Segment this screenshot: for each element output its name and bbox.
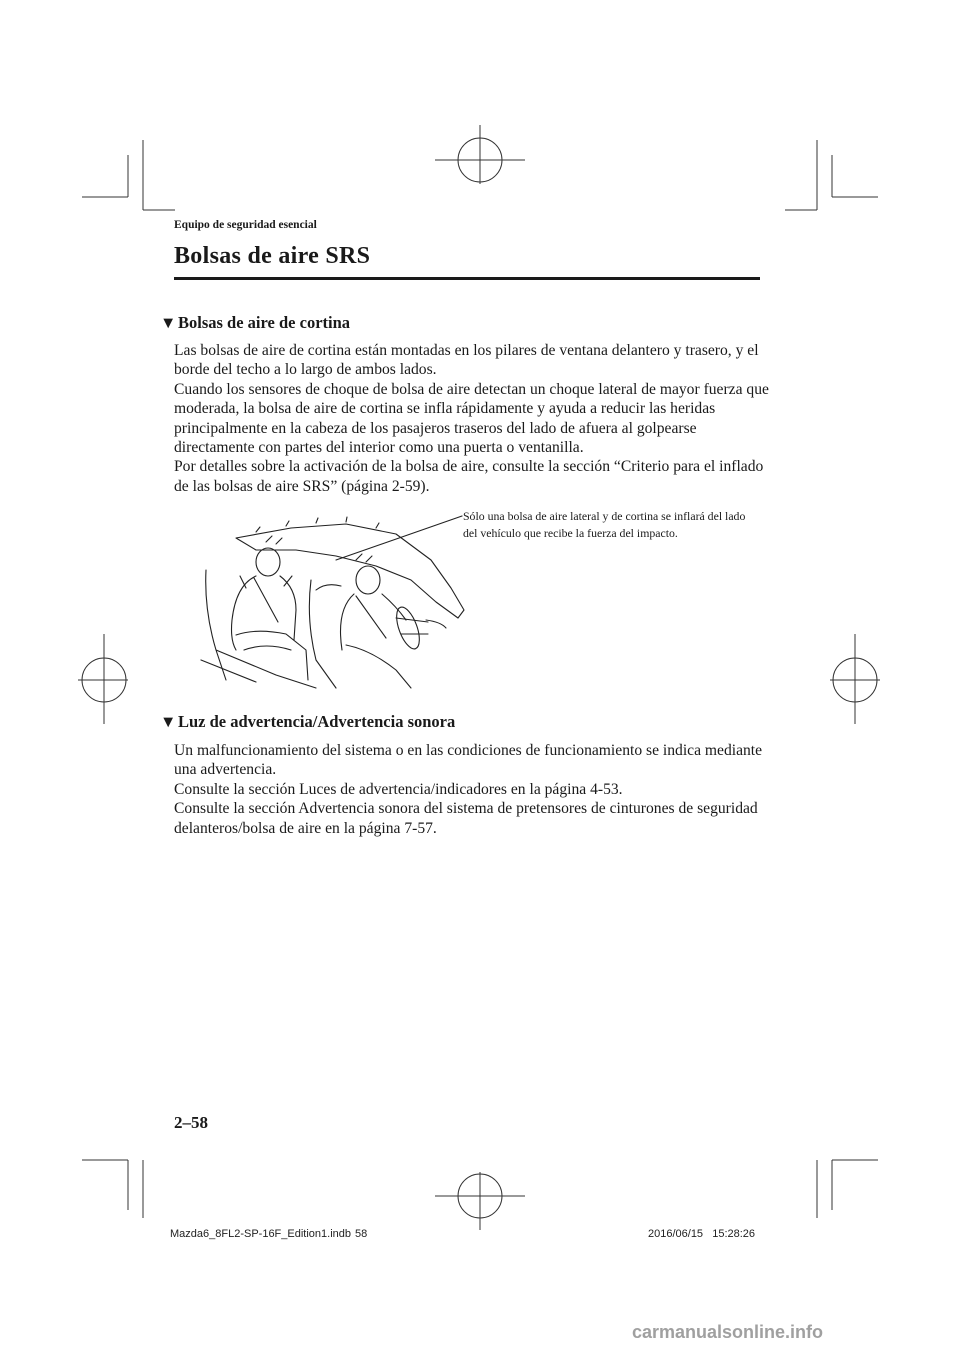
subheading-text: Luz de advertencia/Advertencia sonora [178,712,456,731]
title-rule [174,277,760,280]
page-number: 2–58 [174,1113,208,1132]
subheading-text: Bolsas de aire de cortina [178,313,351,332]
paragraph: Las bolsas de aire de cortina están montadas en los pilares de ventana delantero y trasero, y el borde del techo a lo largo de ambos lados. [174,342,759,379]
paragraph: Por detalles sobre la activación de la bolsa de aire, consulte la sección “Criterio para el inflado de las bolsas de aire SRS” (página 2-59). [174,458,764,495]
figure-caption: Sólo una bolsa de aire lateral y de cortina se inflará del lado del vehículo que recibe la fuerza del impacto. [463,509,746,540]
chapter-title: Equipo de seguridad esencial [174,219,317,231]
section-curtain-body [174,341,774,496]
paragraph: Consulte la sección Advertencia sonora del sistema de pretensores de cinturones de seguridad delanteros/bolsa de aire en la página 7-57. [174,800,758,837]
footer-page: 58 [355,1228,368,1240]
watermark: carmanualsonline.info [632,1322,824,1342]
section-title: Bolsas de aire SRS [174,243,371,269]
paragraph: Cuando los sensores de choque de bolsa de aire detectan un choque lateral de mayor fuerza que moderada, la bolsa de aire de cortina se infla rápidamente y ayuda a reducir las heridas principalmente en la cabeza de los pasajeros traseros del lado de afuera al golpearse directamente con partes del interior como una puerta o ventanilla. [174,380,769,457]
paragraph: Consulte la sección Luces de advertencia/indicadores en la página 4-53. [174,780,623,798]
triangle-down-icon: ▼ [160,313,177,332]
subheading-warning-light [160,712,455,732]
footer-timestamp: 2016/06/15 15:28:26 [648,1228,756,1240]
section-warning-body [174,741,774,838]
subheading-curtain-airbags [160,313,350,333]
curtain-airbag-illustration [196,510,466,690]
paragraph: Un malfuncionamiento del sistema o en las condiciones de funcionamiento se indica mediante una advertencia. [174,742,763,779]
triangle-down-icon: ▼ [160,712,177,731]
footer-filename: Mazda6_8FL2-SP-16F_Edition1.indb [170,1228,352,1240]
